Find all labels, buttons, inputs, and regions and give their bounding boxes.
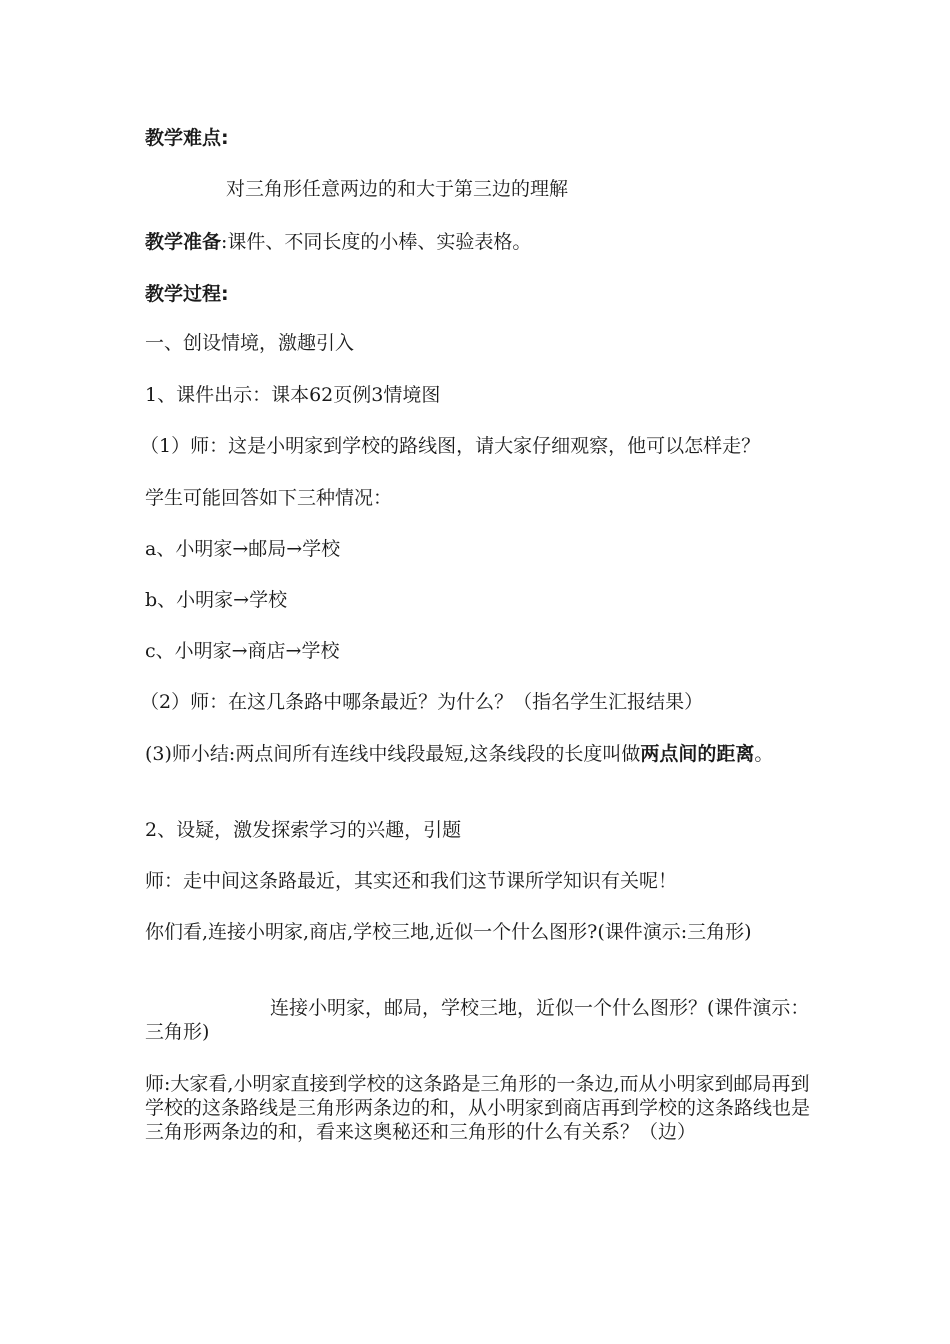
summary bbox=[145, 742, 810, 766]
prep-line bbox=[145, 230, 810, 254]
item1: 1、课件出示：课本62页例3情境图 bbox=[145, 384, 441, 406]
teacher-line-1: 师：走中间这条路最近，其实还和我们这节课所学知识有关呢！ bbox=[145, 870, 678, 892]
item2: 2、设疑，激发探索学习的兴趣，引题 bbox=[145, 819, 462, 841]
section1-title: 一、创设情境，激趣引入 bbox=[145, 332, 355, 354]
answer-c: c、小明家→商店→学校 bbox=[145, 640, 340, 662]
summary-bold-term: 两点间的距离 bbox=[640, 743, 755, 765]
prep-label: 教学准备 bbox=[145, 231, 222, 253]
summary-suffix: 。 bbox=[754, 743, 774, 765]
difficulty-text: 对三角形任意两边的和大于第三边的理解 bbox=[226, 178, 569, 200]
answer-a: a、小明家→邮局→学校 bbox=[145, 538, 341, 560]
answers-intro: 学生可能回答如下三种情况： bbox=[145, 487, 393, 509]
difficulty-heading: 教学难点: bbox=[145, 127, 229, 149]
answer-b: b、小明家→学校 bbox=[145, 589, 288, 611]
teacher-line-2: 师:大家看,小明家直接到学校的这条路是三角形的一条边,而从小明家到邮局再到学校的这条路线是三角形两条边的和，从小明家到商店再到学校的这条路线也是三角形两条边的和，看来这奥秘还和三角形的什么有关系？（边） bbox=[145, 1073, 811, 1143]
prep-text: :课件、不同长度的小棒、实验表格。 bbox=[221, 231, 532, 253]
process-heading: 教学过程: bbox=[145, 283, 229, 305]
summary-prefix: (3)师小结:两点间所有连线中线段最短,这条线段的长度叫做 bbox=[145, 743, 641, 765]
look-line-1: 你们看,连接小明家,商店,学校三地,近似一个什么图形?(课件演示:三角形) bbox=[145, 921, 752, 943]
look-line-2: 连接小明家，邮局，学校三地，近似一个什么图形？(课件演示：三角形) bbox=[145, 997, 810, 1043]
question-1: （1）师：这是小明家到学校的路线图，请大家仔细观察，他可以怎样走？ bbox=[140, 435, 761, 457]
question-2: （2）师：在这几条路中哪条最近？为什么？（指名学生汇报结果） bbox=[140, 691, 704, 713]
